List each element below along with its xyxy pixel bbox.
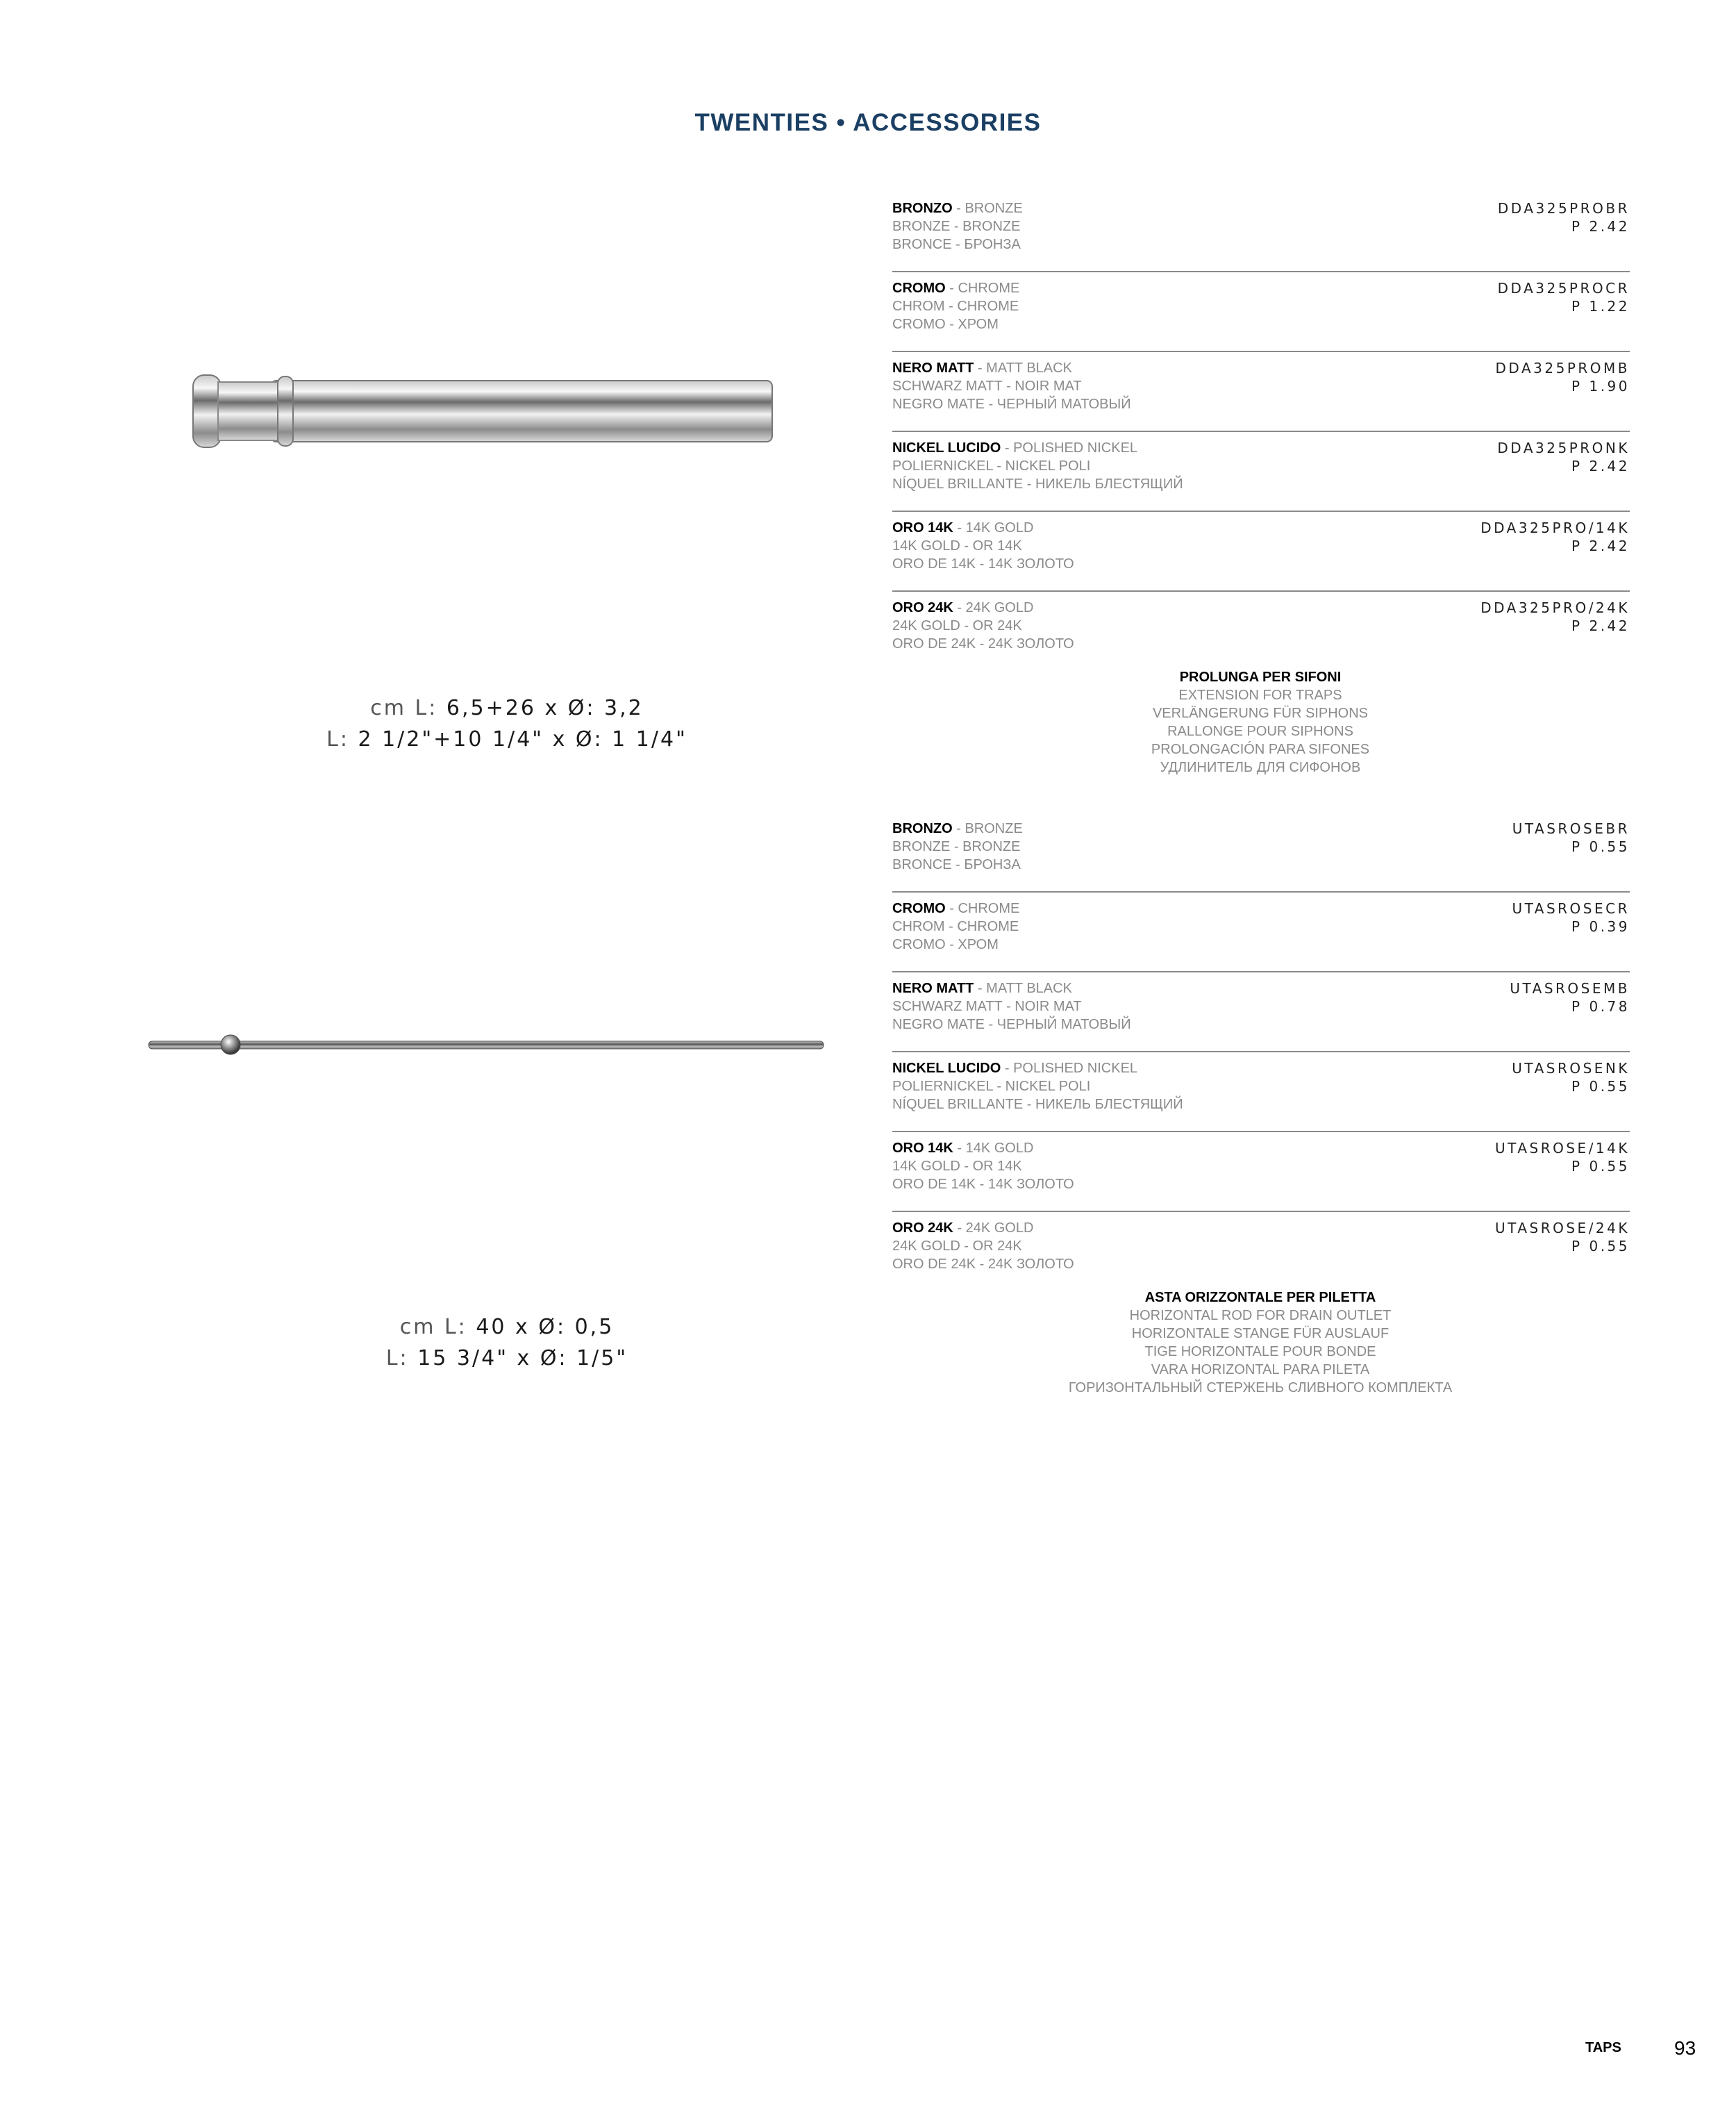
variant-row: BRONZO - BRONZE BRONZE - BRONZE BRONCE - БРОНЗА DDA325PROBR P 2.42 bbox=[892, 192, 1630, 272]
price: P 0.55 bbox=[1571, 1238, 1630, 1254]
product-code: UTASROSECR bbox=[1512, 900, 1630, 917]
variant-row: NICKEL LUCIDO - POLISHED NICKEL POLIERNICKEL - NICKEL POLI NÍQUEL BRILLANTE - НИКЕЛЬ БЛЕСТЯЩИЙ UTASROSENK P 0.55 bbox=[892, 1052, 1630, 1132]
product-code: DDA325PROMB bbox=[1495, 360, 1630, 376]
variant-row: ORO 14K - 14K GOLD 14K GOLD - OR 14K ORO DE 14K - 14K ЗОЛОТО DDA325PRO/14K P 2.42 bbox=[892, 512, 1630, 592]
extension-pipe-image bbox=[187, 368, 778, 451]
variant-row: NERO MATT - MATT BLACK SCHWARZ MATT - NOIR MAT NEGRO MATE - ЧЕРНЫЙ МАТОВЫЙ DDA325PROMB P 1.90 bbox=[892, 352, 1630, 432]
price: P 2.42 bbox=[1571, 538, 1630, 554]
variant-list-2 bbox=[892, 813, 1630, 1292]
price: P 0.55 bbox=[1571, 1078, 1630, 1095]
product-code: DDA325PRONK bbox=[1497, 440, 1630, 456]
price: P 1.90 bbox=[1571, 378, 1630, 395]
page-number: 93 bbox=[1674, 2037, 1696, 2059]
product-code: DDA325PRO/24K bbox=[1480, 599, 1630, 616]
variant-row: CROMO - CHROME CHROM - CHROME CROMO - ХРОМ UTASROSECR P 0.39 bbox=[892, 893, 1630, 972]
variant-row: ORO 24K - 24K GOLD 24K GOLD - OR 24K ORO DE 24K - 24K ЗОЛОТО DDA325PRO/24K P 2.42 bbox=[892, 599, 1630, 652]
dimensions-2: cm L: 40 x Ø: 0,5 L: 15 3/4" x Ø: 1/5" bbox=[385, 1315, 628, 1370]
product-caption-1: PROLUNGA PER SIFONI EXTENSION FOR TRAPS VERLÄNGERUNG FÜR SIPHONS RALLONGE POUR SIPHONS PROLONGACIÓN PARA SIFONES УДЛИНИТЕЛЬ ДЛЯ СИФОНОВ bbox=[1151, 670, 1370, 775]
product-code: DDA325PROBR bbox=[1497, 200, 1630, 217]
horizontal-rod-icon bbox=[146, 1031, 826, 1059]
product-code: UTASROSEBR bbox=[1512, 820, 1630, 837]
variant-row: NERO MATT - MATT BLACK SCHWARZ MATT - NOIR MAT NEGRO MATE - ЧЕРНЫЙ МАТОВЫЙ UTASROSEMB P 0.78 bbox=[892, 972, 1630, 1052]
product-code: UTASROSEMB bbox=[1510, 980, 1630, 997]
price: P 0.55 bbox=[1571, 838, 1630, 855]
price: P 0.55 bbox=[1571, 1158, 1630, 1175]
variant-row: CROMO - CHROME CHROM - CHROME CROMO - ХРОМ DDA325PROCR P 1.22 bbox=[892, 272, 1630, 352]
variant-row: BRONZO - BRONZE BRONZE - BRONZE BRONCE - БРОНЗА UTASROSEBR P 0.55 bbox=[892, 813, 1630, 893]
variant-list-1 bbox=[892, 192, 1630, 672]
variant-row: ORO 24K - 24K GOLD 24K GOLD - OR 24K ORO DE 24K - 24K ЗОЛОТО UTASROSE/24K P 0.55 bbox=[892, 1220, 1630, 1272]
price: P 2.42 bbox=[1571, 617, 1630, 634]
price: P 0.39 bbox=[1571, 918, 1630, 935]
extension-pipe-icon bbox=[187, 368, 778, 451]
variant-row: NICKEL LUCIDO - POLISHED NICKEL POLIERNICKEL - NICKEL POLI NÍQUEL BRILLANTE - НИКЕЛЬ БЛЕСТЯЩИЙ DDA325PRONK P 2.42 bbox=[892, 432, 1630, 512]
footer-section-label: TAPS bbox=[1585, 2040, 1621, 2055]
product-caption-2: ASTA ORIZZONTALE PER PILETTA HORIZONTAL ROD FOR DRAIN OUTLET HORIZONTALE STANGE FÜR AUSLAUF TIGE HORIZONTALE POUR BONDE VARA HORIZONTAL PARA PILETA ГОРИЗОНТАЛЬНЫЙ СТЕРЖЕНЬ СЛИВНОГО КОМПЛЕКТА bbox=[1068, 1290, 1453, 1395]
horizontal-rod-image bbox=[146, 1031, 826, 1059]
product-code: UTASROSE/24K bbox=[1495, 1220, 1630, 1236]
price: P 0.78 bbox=[1571, 998, 1630, 1015]
price: P 1.22 bbox=[1571, 298, 1630, 315]
price: P 2.42 bbox=[1571, 218, 1630, 235]
product-code: DDA325PRO/14K bbox=[1480, 520, 1630, 536]
product-code: UTASROSE/14K bbox=[1495, 1140, 1630, 1157]
page-title: TWENTIES • ACCESSORIES bbox=[694, 109, 1042, 136]
price: P 2.42 bbox=[1571, 458, 1630, 474]
dimensions-1: cm L: 6,5+26 x Ø: 3,2 L: 2 1/2"+10 1/4" x Ø: 1 1/4" bbox=[326, 696, 687, 752]
product-code: DDA325PROCR bbox=[1497, 280, 1630, 297]
variant-row: ORO 14K - 14K GOLD 14K GOLD - OR 14K ORO DE 14K - 14K ЗОЛОТО UTASROSE/14K P 0.55 bbox=[892, 1132, 1630, 1212]
product-code: UTASROSENK bbox=[1512, 1060, 1630, 1077]
